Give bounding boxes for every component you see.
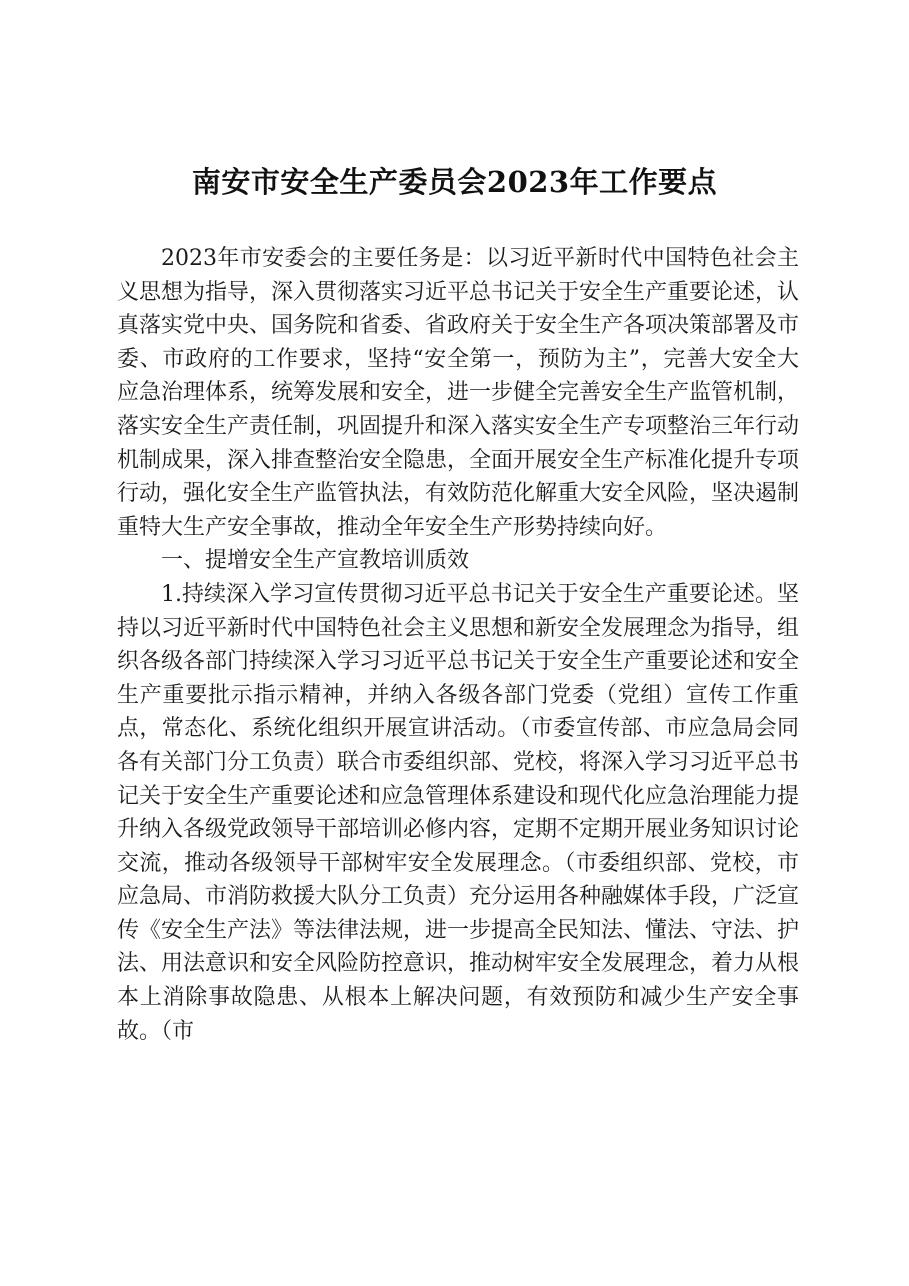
document-title: 南安市安全生产委员会2023年工作要点: [191, 165, 718, 199]
section-heading-1: 一、提增安全生产宣教培训质效: [161, 548, 470, 574]
document-body: [117, 242, 799, 1048]
item-paragraph-1: 1.持续深入学习宣传贯彻习近平总书记关于安全生产重要论述。坚持以习近平新时代中国特色社会主义思想和新安全发展理念为指导，组织各级各部门持续深入学习习近平总书记关于安全生产重要论述和安全生产重要批示指示精神，并纳入各级各部门党委（党组）宣传工作重点，常态化、系统化组织开展宣讲活动。（市委宣传部、市应急局会同各有关部门分工负责）联合市委组织部、党校，将深入学习习近平总书记关于安全生产重要论述和应急管理体系建设和现代化应急治理能力提升纳入各级党政领导干部培训必修内容，定期不定期开展业务知识讨论交流，推动各级领导干部树牢安全发展理念。（市委组织部、党校，市应急局、市消防救援大队分工负责）充分运用各种融媒体手段，广泛宣传《安全生产法》等法律法规，进一步提高全民知法、懂法、守法、护法、用法意识和安全风险防控意识，推动树牢安全发展理念，着力从根本上消除事故隐患、从根本上解决问题，有效预防和减少生产安全事故。（市: [117, 581, 800, 1044]
intro-paragraph: 2023年市安委会的主要任务是：以习近平新时代中国特色社会主义思想为指导，深入贯彻落实习近平总书记关于安全生产重要论述，认真落实党中央、国务院和省委、省政府关于安全生产各项决策部署及市委、市政府的工作要求，坚持“安全第一，预防为主”，完善大安全大应急治理体系，统筹发展和安全，进一步健全完善安全生产监管机制，落实安全生产责任制，巩固提升和深入落实安全生产专项整治三年行动机制成果，深入排查整治安全隐患，全面开展安全生产标准化提升专项行动，强化安全生产监管执法，有效防范化解重大安全风险，坚决遏制重特大生产安全事故，推动全年安全生产形势持续向好。: [117, 246, 800, 540]
